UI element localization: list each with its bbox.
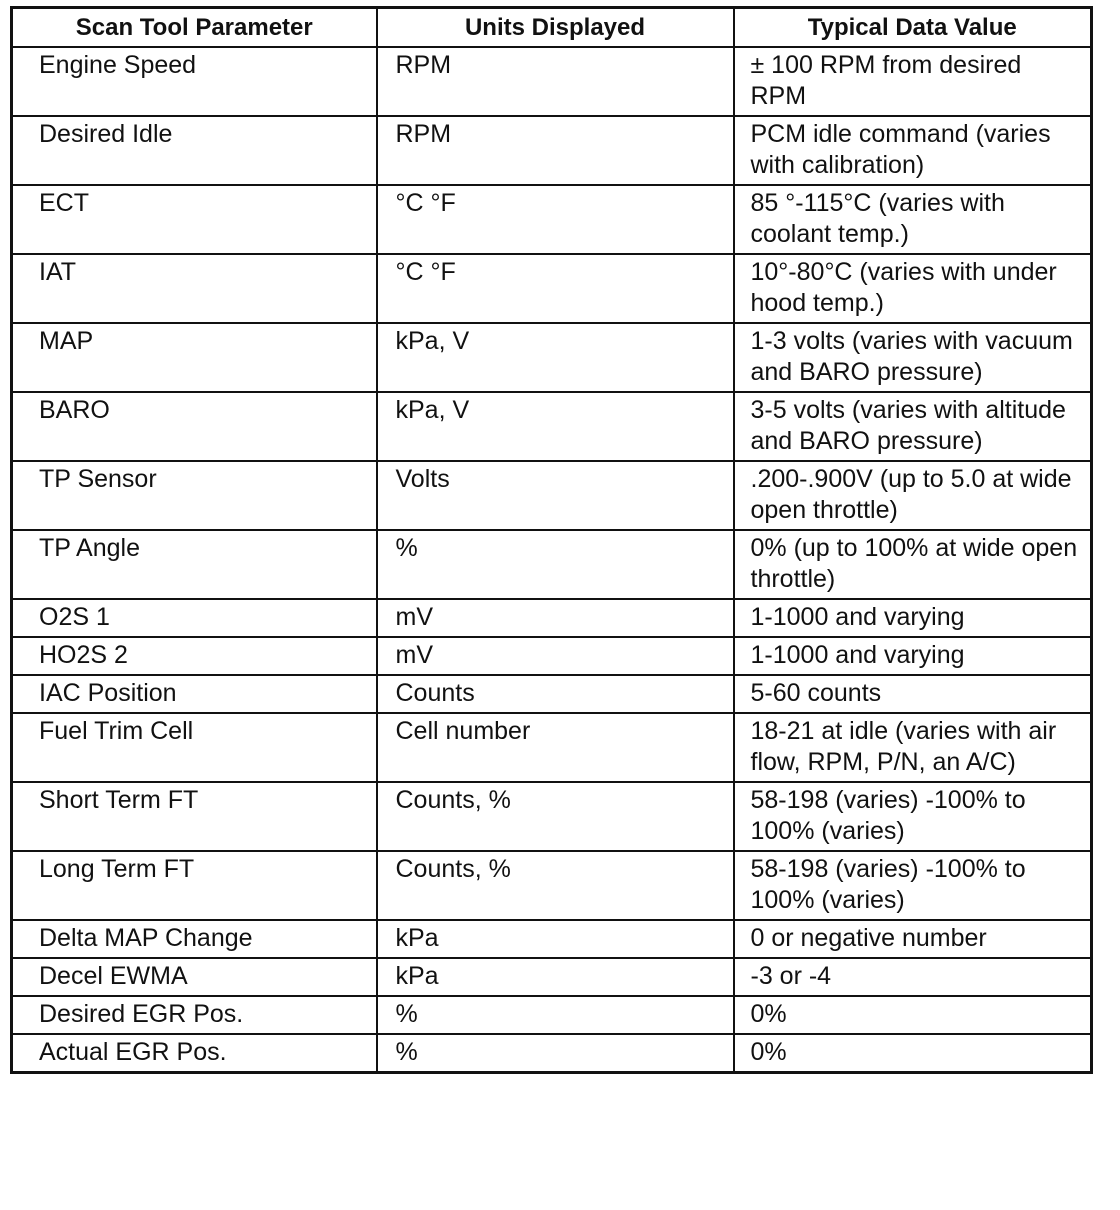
- table-row: [12, 530, 1092, 599]
- value-cell: 0%: [734, 1034, 1092, 1073]
- parameter-cell: Engine Speed: [12, 47, 377, 116]
- table-row: [12, 851, 1092, 920]
- units-cell: mV: [377, 599, 734, 637]
- value-cell: 10°-80°C (varies with under hood temp.): [734, 254, 1092, 323]
- parameter-cell: Actual EGR Pos.: [12, 1034, 377, 1073]
- value-cell: -3 or -4: [734, 958, 1092, 996]
- table-row: [12, 1034, 1092, 1073]
- table-row: [12, 116, 1092, 185]
- value-cell: 0%: [734, 996, 1092, 1034]
- column-header-units: Units Displayed: [377, 8, 734, 48]
- parameter-cell: Decel EWMA: [12, 958, 377, 996]
- table-row: [12, 782, 1092, 851]
- value-cell: 1-3 volts (varies with vacuum and BARO pressure): [734, 323, 1092, 392]
- parameter-cell: Short Term FT: [12, 782, 377, 851]
- table-row: [12, 392, 1092, 461]
- parameter-cell: O2S 1: [12, 599, 377, 637]
- table-row: [12, 958, 1092, 996]
- units-cell: Counts: [377, 675, 734, 713]
- parameter-cell: HO2S 2: [12, 637, 377, 675]
- table-row: [12, 599, 1092, 637]
- parameter-cell: Delta MAP Change: [12, 920, 377, 958]
- parameter-cell: ECT: [12, 185, 377, 254]
- column-header-value: Typical Data Value: [734, 8, 1092, 48]
- value-cell: PCM idle command (varies with calibration): [734, 116, 1092, 185]
- table-row: [12, 47, 1092, 116]
- value-cell: .200-.900V (up to 5.0 at wide open throttle): [734, 461, 1092, 530]
- value-cell: 58-198 (varies) -100% to 100% (varies): [734, 782, 1092, 851]
- table-row: [12, 254, 1092, 323]
- table-row: [12, 637, 1092, 675]
- units-cell: %: [377, 996, 734, 1034]
- value-cell: 85 °-115°C (varies with coolant temp.): [734, 185, 1092, 254]
- table-row: [12, 675, 1092, 713]
- value-cell: 0 or negative number: [734, 920, 1092, 958]
- units-cell: Cell number: [377, 713, 734, 782]
- units-cell: kPa, V: [377, 392, 734, 461]
- units-cell: kPa: [377, 958, 734, 996]
- parameter-cell: BARO: [12, 392, 377, 461]
- units-cell: RPM: [377, 116, 734, 185]
- table-body: [12, 47, 1092, 1073]
- column-header-parameter: Scan Tool Parameter: [12, 8, 377, 48]
- value-cell: ± 100 RPM from desired RPM: [734, 47, 1092, 116]
- table-row: [12, 996, 1092, 1034]
- parameter-cell: IAC Position: [12, 675, 377, 713]
- table-row: [12, 713, 1092, 782]
- parameter-cell: MAP: [12, 323, 377, 392]
- units-cell: kPa: [377, 920, 734, 958]
- units-cell: Counts, %: [377, 782, 734, 851]
- units-cell: mV: [377, 637, 734, 675]
- parameter-cell: Fuel Trim Cell: [12, 713, 377, 782]
- table-row: [12, 920, 1092, 958]
- value-cell: 18-21 at idle (varies with air flow, RPM, P/N, an A/C): [734, 713, 1092, 782]
- table-row: [12, 461, 1092, 530]
- parameter-cell: IAT: [12, 254, 377, 323]
- parameter-cell: Desired Idle: [12, 116, 377, 185]
- units-cell: %: [377, 530, 734, 599]
- value-cell: 0% (up to 100% at wide open throttle): [734, 530, 1092, 599]
- units-cell: %: [377, 1034, 734, 1073]
- units-cell: kPa, V: [377, 323, 734, 392]
- units-cell: RPM: [377, 47, 734, 116]
- value-cell: 1-1000 and varying: [734, 637, 1092, 675]
- scan-tool-parameter-table: [10, 6, 1093, 1074]
- parameter-cell: Long Term FT: [12, 851, 377, 920]
- table-header-row: [12, 8, 1092, 48]
- parameter-cell: TP Sensor: [12, 461, 377, 530]
- units-cell: °C °F: [377, 185, 734, 254]
- value-cell: 3-5 volts (varies with altitude and BARO pressure): [734, 392, 1092, 461]
- units-cell: °C °F: [377, 254, 734, 323]
- table-row: [12, 185, 1092, 254]
- value-cell: 58-198 (varies) -100% to 100% (varies): [734, 851, 1092, 920]
- table-row: [12, 323, 1092, 392]
- parameter-cell: Desired EGR Pos.: [12, 996, 377, 1034]
- units-cell: Counts, %: [377, 851, 734, 920]
- units-cell: Volts: [377, 461, 734, 530]
- parameter-cell: TP Angle: [12, 530, 377, 599]
- value-cell: 5-60 counts: [734, 675, 1092, 713]
- value-cell: 1-1000 and varying: [734, 599, 1092, 637]
